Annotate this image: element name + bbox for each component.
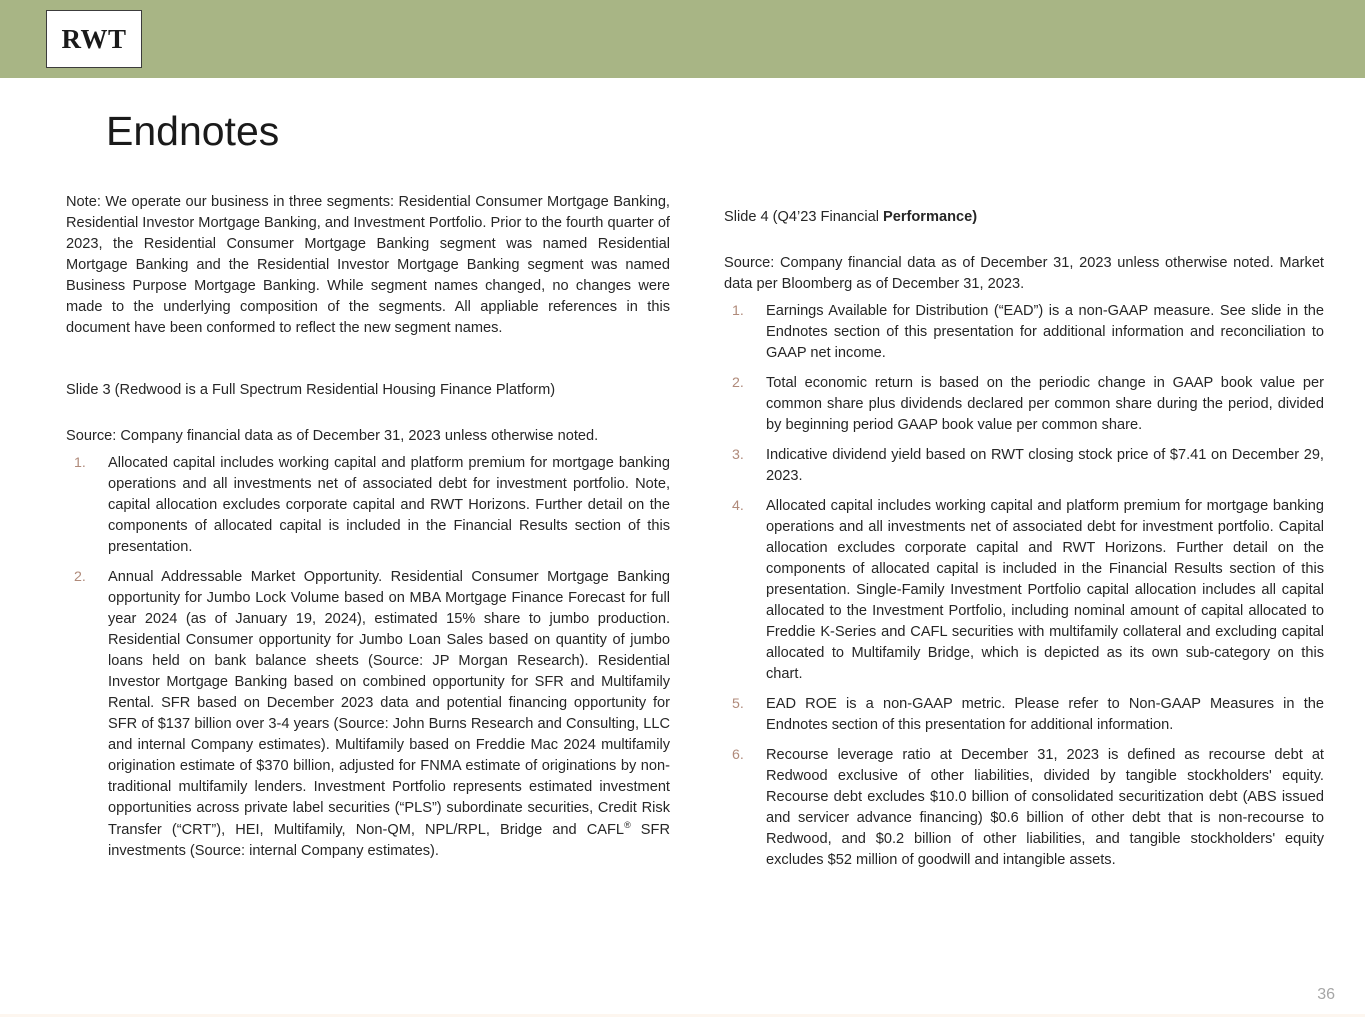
- list-item-text: Recourse leverage ratio at December 31, 2023 is defined as recourse debt at Redwood exclusive of other liabilities, divided by tangible stockholders' equity. Recourse debt excludes $10.0 billion of consolidated securitization debt (ABS issued and servicer advance financing) $0.6 billion of other debt that is non-recourse to Redwood, and $0.2 billion of other liabilities, and tangible stockholders' equity excludes $52 million of goodwill and intangible assets.: [766, 747, 1324, 869]
- right-column: [724, 192, 1324, 880]
- list-item-text: Allocated capital includes working capital and platform premium for mortgage banking operations and all investments net of associated debt for investment portfolio. Note, capital allocation excludes corporate capital and RWT Horizons. Further detail on the components of allocated capital is included in the Financial Results section of this presentation.: [108, 455, 670, 556]
- list-item: [724, 301, 1324, 364]
- list-item: [724, 745, 1324, 871]
- list-item-text: Total economic return is based on the periodic change in GAAP book value per common share plus dividends declared per common share during the period, divided by beginning period GAAP book value per common share.: [766, 375, 1324, 434]
- list-item-number: 2.: [732, 375, 744, 392]
- left-section-heading: Slide 3 (Redwood is a Full Spectrum Residential Housing Finance Platform): [66, 381, 556, 398]
- header-band: [0, 0, 1365, 78]
- company-logo: [46, 10, 142, 68]
- list-item-number: 5.: [732, 696, 744, 713]
- spacer: [66, 415, 670, 426]
- page-title: Endnotes: [106, 108, 280, 154]
- list-item: [724, 694, 1324, 736]
- page-number: 36: [1317, 986, 1335, 1003]
- list-item-number: 4.: [732, 498, 744, 515]
- list-item-text: Indicative dividend yield based on RWT closing stock price of $7.41 on December 29, 2023.: [766, 447, 1324, 485]
- list-item-text: Annual Addressable Market Opportunity. Residential Consumer Mortgage Banking opportunity for Jumbo Lock Volume based on MBA Mortgage Finance Forecast for full year 2024 (as of January 19, 2024), estimated 15% share to jumbo production. Residential Consumer opportunity for Jumbo Loan Sales based on quantity of jumbo loans held on bank balance sheets (Source: JP Morgan Research). Residential Investor Mortgage Banking based on combined opportunity for SFR and Multifamily Rental. SFR based on December 2023 data and potential financing opportunity for SFR of $137 billion over 3-4 years (Source: John Burns Research and Consulting, LLC and internal Company estimates). Multifamily based on Freddie Mac 2024 multifamily origination estimate of $370 billion, adjusted for FNMA estimate of originations by non-traditional multifamily lenders. Investment Portfolio represents estimated investment opportunities across private label securities (“PLS”) subordinate securities, Credit Risk Transfer (“CRT”), HEI, Multifamily, Non-QM, NPL/RPL, Bridge and CAFL: [108, 569, 670, 839]
- list-item: [724, 445, 1324, 487]
- list-item: [724, 373, 1324, 436]
- list-item-number: 1.: [74, 455, 86, 472]
- list-item-text: EAD ROE is a non-GAAP metric. Please refer to Non-GAAP Measures in the Endnotes section of this presentation for additional information.: [766, 696, 1324, 734]
- right-source-line: Source: Company financial data as of December 31, 2023 unless otherwise noted. Market data per Bloomberg as of December 31, 2023.: [724, 255, 1324, 293]
- list-item-text: Allocated capital includes working capital and platform premium for mortgage banking operations and all investments net of associated debt for investment portfolio. Capital allocation excludes corporate capital and RWT Horizons. Further detail on the components of allocated capital is included in the Financial Results section of this presentation. Single-Family Investment Portfolio capital allocation includes all capital allocated to the Investment Portfolio, including nominal amount of capital allocated to Freddie K-Series and CAFL securities with multifamily collateral and excluding capital allocated to Multifamily Bridge, which is depicted as its own sub-category on this chart.: [766, 498, 1324, 683]
- spacer: [66, 339, 670, 365]
- right-section-heading-bold: Performance): [883, 208, 978, 225]
- spacer: [724, 242, 1324, 253]
- list-item-number: 1.: [732, 303, 744, 320]
- right-numbered-list: [724, 301, 1324, 871]
- list-item: [66, 567, 670, 862]
- list-item-number: 6.: [732, 747, 744, 764]
- logo-text: RWT: [61, 23, 127, 54]
- note-paragraph: Note: We operate our business in three segments: Residential Consumer Mortgage Banking, Residential Investor Mortgage Banking, and Investment Portfolio. Prior to the fourth quarter of 2023, the Residential Consumer Mortgage Banking segment was named Residential Mortgage Banking and the Residential Investor Mortgage Banking segment was named Business Purpose Mortgage Banking. While segment names changed, no changes were made to the underlying composition of the segments. All appliable references in this document have been conformed to reflect the new segment names.: [66, 194, 670, 336]
- left-numbered-list: [66, 453, 670, 862]
- list-item-number: 2.: [74, 569, 86, 586]
- footer-rule: [0, 1014, 1365, 1017]
- registered-mark-icon: ®: [624, 820, 631, 831]
- right-section-heading-prefix: Slide 4 (Q4’23 Financial: [724, 208, 883, 225]
- list-item-text: Earnings Available for Distribution (“EAD”) is a non-GAAP measure. See slide in the Endnotes section of this presentation for additional information and reconciliation to GAAP net income.: [766, 303, 1324, 362]
- list-item: [66, 453, 670, 558]
- list-item-text-tail: SFR investments (Source: internal Company estimates).: [108, 822, 670, 860]
- list-item-number: 3.: [732, 447, 744, 464]
- list-item: [724, 496, 1324, 685]
- left-column: [66, 192, 670, 871]
- right-section-heading: [724, 207, 1324, 228]
- left-source-line: Source: Company financial data as of December 31, 2023 unless otherwise noted.: [66, 428, 599, 445]
